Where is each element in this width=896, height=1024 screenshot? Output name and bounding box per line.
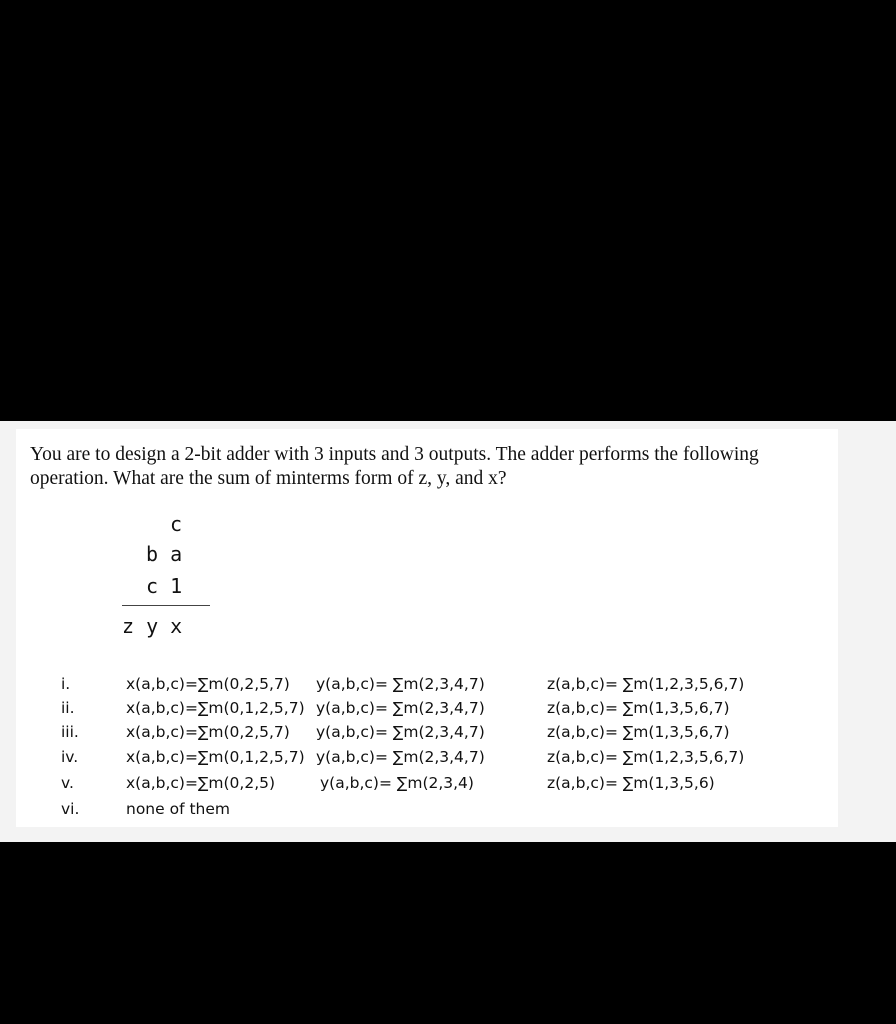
option-z: z(a,b,c)= ∑m(1,2,3,5,6,7) (547, 748, 745, 766)
option-y: y(a,b,c)= ∑m(2,3,4) (320, 774, 474, 792)
addition-row-2: b a (146, 542, 183, 566)
option-x: none of them (126, 800, 230, 818)
option-y: y(a,b,c)= ∑m(2,3,4,7) (316, 699, 485, 717)
option-y: y(a,b,c)= ∑m(2,3,4,7) (316, 748, 485, 766)
option-x: x(a,b,c)=∑m(0,2,5,7) (126, 723, 290, 741)
option-x: x(a,b,c)=∑m(0,2,5) (126, 774, 276, 792)
option-y: y(a,b,c)= ∑m(2,3,4,7) (316, 723, 485, 741)
option-number: iv. (61, 748, 79, 766)
option-x: x(a,b,c)=∑m(0,2,5,7) (126, 675, 290, 693)
addition-row-3: c 1 (146, 574, 183, 598)
option-number: i. (61, 675, 71, 693)
option-number: iii. (61, 723, 79, 741)
question-text: You are to design a 2-bit adder with 3 inputs and 3 outputs. The adder performs the following operation. What are the sum of minterms form of z, y, and x? (30, 444, 759, 489)
option-x: x(a,b,c)=∑m(0,1,2,5,7) (126, 699, 305, 717)
addition-rule (122, 605, 210, 606)
addition-row-1: c (170, 512, 183, 536)
option-z: z(a,b,c)= ∑m(1,2,3,5,6,7) (547, 675, 745, 693)
option-z: z(a,b,c)= ∑m(1,3,5,6,7) (547, 699, 730, 717)
option-x: x(a,b,c)=∑m(0,1,2,5,7) (126, 748, 305, 766)
option-number: ii. (61, 699, 75, 717)
option-number: v. (61, 774, 74, 792)
option-y: y(a,b,c)= ∑m(2,3,4,7) (316, 675, 485, 693)
option-number: vi. (61, 800, 80, 818)
addition-result: z y x (122, 614, 183, 638)
option-z: z(a,b,c)= ∑m(1,3,5,6,7) (547, 723, 730, 741)
option-z: z(a,b,c)= ∑m(1,3,5,6) (547, 774, 715, 792)
